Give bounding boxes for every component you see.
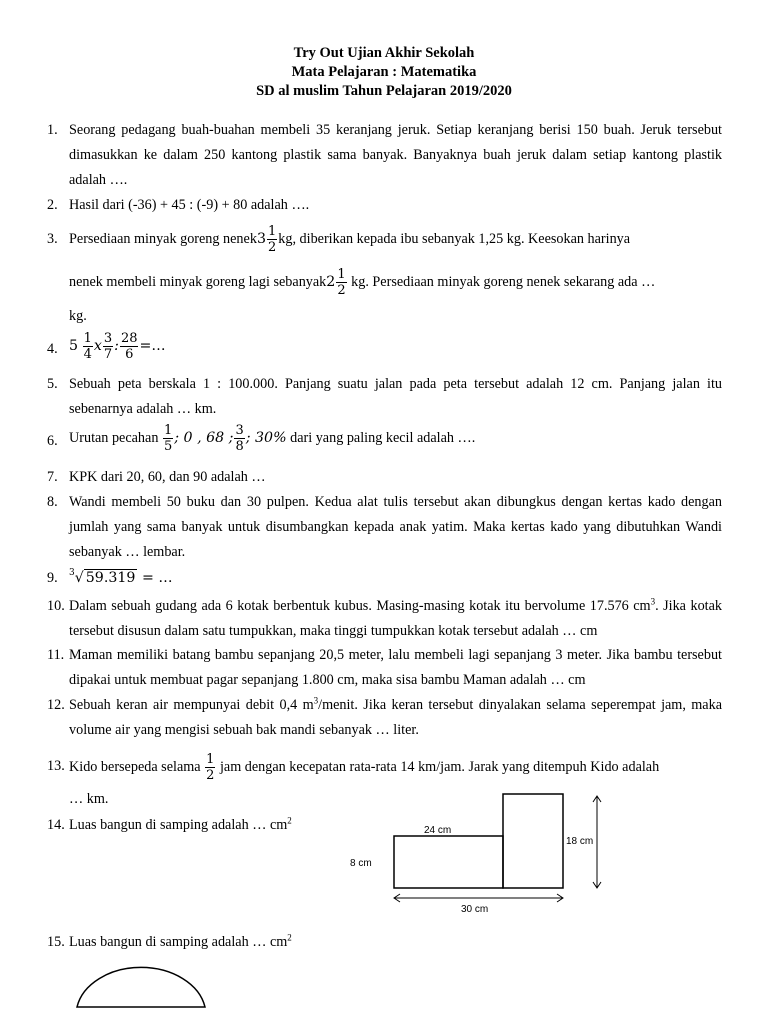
- fraction: $\frac{1}{2}$: [206, 752, 215, 784]
- question-3-line2: [47, 268, 722, 297]
- question-3-line3: [47, 304, 722, 329]
- question-8: [47, 490, 722, 565]
- question-text: kg. Persediaan minyak goreng nenek sekarang ada …: [347, 273, 656, 290]
- question-number: 15.: [47, 934, 65, 950]
- question-text: Maman memiliki batang bambu sepanjang 20,5 meter, lalu membeli lagi sepanjang 3 meter. Jika bambu tersebut dipakai untuk membuat pagar sepanjang 1.800 cm, maka sisa bambu Maman adalah … cm: [69, 647, 722, 688]
- question-text: Luas bangun di samping adalah … cm: [69, 934, 288, 950]
- question-text: Luas bangun di samping adalah … cm: [69, 817, 288, 833]
- question-number: 5.: [47, 376, 58, 392]
- percent-value: ; 30%: [245, 429, 287, 446]
- question-7: [47, 465, 722, 490]
- figure-14-composite-rectangles: [340, 786, 610, 916]
- question-11: [47, 643, 722, 693]
- header-title: Try Out Ujian Akhir Sekolah: [293, 45, 475, 61]
- question-3: [47, 225, 722, 254]
- question-number: 10.: [47, 598, 65, 614]
- question-number: 8.: [47, 494, 58, 510]
- question-text: Dalam sebuah gudang ada 6 kotak berbentuk kubus. Masing-masing kotak itu bervolume 17.576 cm: [69, 598, 651, 614]
- left-rectangle: [394, 836, 503, 888]
- question-number: 13.: [47, 758, 65, 774]
- label-right-height: 18 cm: [566, 836, 594, 847]
- question-number: 3.: [47, 231, 58, 247]
- fraction: $\frac{1}{5}$: [163, 423, 173, 454]
- question-text: kg.: [69, 308, 87, 324]
- question-number: 4.: [47, 341, 58, 357]
- question-text: kg, diberikan kepada ibu sebanyak 1,25 kg. Keesokan harinya: [278, 231, 631, 247]
- question-text: Hasil dari (-36) + 45 : (-9) + 80 adalah ….: [69, 197, 310, 213]
- question-tail: = …: [137, 570, 173, 586]
- decimal-value: ; 0 , 68 ;: [174, 429, 234, 446]
- fraction: $\frac{1}{4}$: [83, 331, 92, 362]
- question-12: [47, 693, 722, 743]
- question-text: Sebuah peta berskala 1 : 100.000. Panjang suatu jalan pada peta tersebut adalah 12 cm. Panjang jalan itu sebenarnya adalah … km.: [69, 376, 722, 417]
- question-number: 12.: [47, 697, 65, 713]
- question-2: [47, 193, 722, 218]
- label-top-width: 24 cm: [424, 825, 452, 836]
- mixed-number-whole: 5: [69, 337, 79, 354]
- label-left-height: 8 cm: [350, 858, 372, 869]
- question-13: [47, 747, 722, 787]
- question-number: 1.: [47, 122, 58, 138]
- header-subject: Mata Pelajaran : Matematika: [291, 64, 477, 80]
- question-6: [47, 424, 722, 453]
- superscript: 3: [650, 596, 656, 607]
- mixed-number-whole: 2: [326, 273, 336, 290]
- fraction: $\frac{3}{8}$: [235, 423, 244, 454]
- operator: x: [93, 337, 102, 354]
- superscript: 2: [287, 815, 292, 826]
- question-number: 14.: [47, 817, 65, 833]
- mixed-number-whole: 3: [256, 231, 266, 247]
- fraction: $\frac{3}{7}$: [103, 331, 113, 362]
- semicircle-shape: [77, 967, 205, 1007]
- question-tail: =…: [139, 337, 166, 354]
- question-text: . Jika kotak tersebut disusun dalam satu tumpukkan, maka tinggi tumpukkan kotak tersebut adalah … cm: [69, 598, 722, 639]
- question-text: Wandi membeli 50 buku dan 30 pulpen. Kedua alat tulis tersebut akan dibungkus dengan kertas kado dengan jumlah yang sama banyak untuk disumbangkan kepada anak yatim. Maka kertas kado yang dibutuhkan Wandi sebanyak … lembar.: [69, 494, 722, 560]
- question-text: dari yang paling kecil adalah ….: [286, 429, 476, 446]
- question-5: [47, 372, 722, 422]
- question-text: Sebuah keran air mempunyai debit 0,4 m: [69, 697, 314, 713]
- question-9: [47, 566, 722, 593]
- superscript: 3: [313, 695, 319, 706]
- question-text: nenek membeli minyak goreng lagi sebanyak: [69, 273, 327, 290]
- question-1: [47, 118, 722, 193]
- question-15: [47, 930, 347, 955]
- question-number: 6.: [47, 433, 58, 449]
- question-text: … km.: [69, 791, 109, 807]
- document-header: [0, 44, 768, 101]
- question-number: 7.: [47, 469, 58, 485]
- question-text: /menit. Jika keran tersebut dinyalakan selama seperempat jam, maka volume air yang mengisi sebuah bak mandi sebanyak … liter.: [69, 697, 722, 738]
- question-14: [47, 813, 347, 838]
- figure-15-semicircle: [74, 955, 210, 1015]
- question-text: Urutan pecahan: [69, 429, 162, 446]
- header-school: SD al muslim Tahun Pelajaran 2019/2020: [256, 83, 512, 99]
- question-text: Persediaan minyak goreng nenek: [69, 231, 257, 247]
- question-number: 11.: [47, 647, 65, 663]
- question-number: 9.: [47, 570, 58, 586]
- right-rectangle: [503, 794, 563, 888]
- fraction: $\frac{1}{2}$: [337, 267, 346, 298]
- question-number: 2.: [47, 197, 58, 213]
- question-text: KPK dari 20, 60, dan 90 adalah …: [69, 469, 266, 485]
- question-10: [47, 594, 722, 644]
- operator: :: [114, 337, 119, 354]
- fraction: $\frac{1}{2}$: [267, 224, 277, 256]
- fraction: $\frac{28}{6}$: [120, 331, 138, 362]
- label-bottom-width: 30 cm: [461, 904, 489, 915]
- superscript: 2: [287, 932, 292, 943]
- question-text: Seorang pedagang buah-buahan membeli 35 keranjang jeruk. Setiap keranjang berisi 150 buah. Jeruk tersebut dimasukkan ke dalam 250 kantong plastik sama banyak. Banyaknya buah jeruk dalam setiap kantong plastik adalah ….: [69, 122, 722, 188]
- question-text: jam dengan kecepatan rata-rata 14 km/jam. Jarak yang ditempuh Kido adalah: [216, 759, 660, 775]
- question-text: Kido bersepeda selama: [69, 759, 205, 775]
- cube-root: $^3$√ 59.319: [69, 568, 136, 586]
- question-4: [47, 332, 722, 361]
